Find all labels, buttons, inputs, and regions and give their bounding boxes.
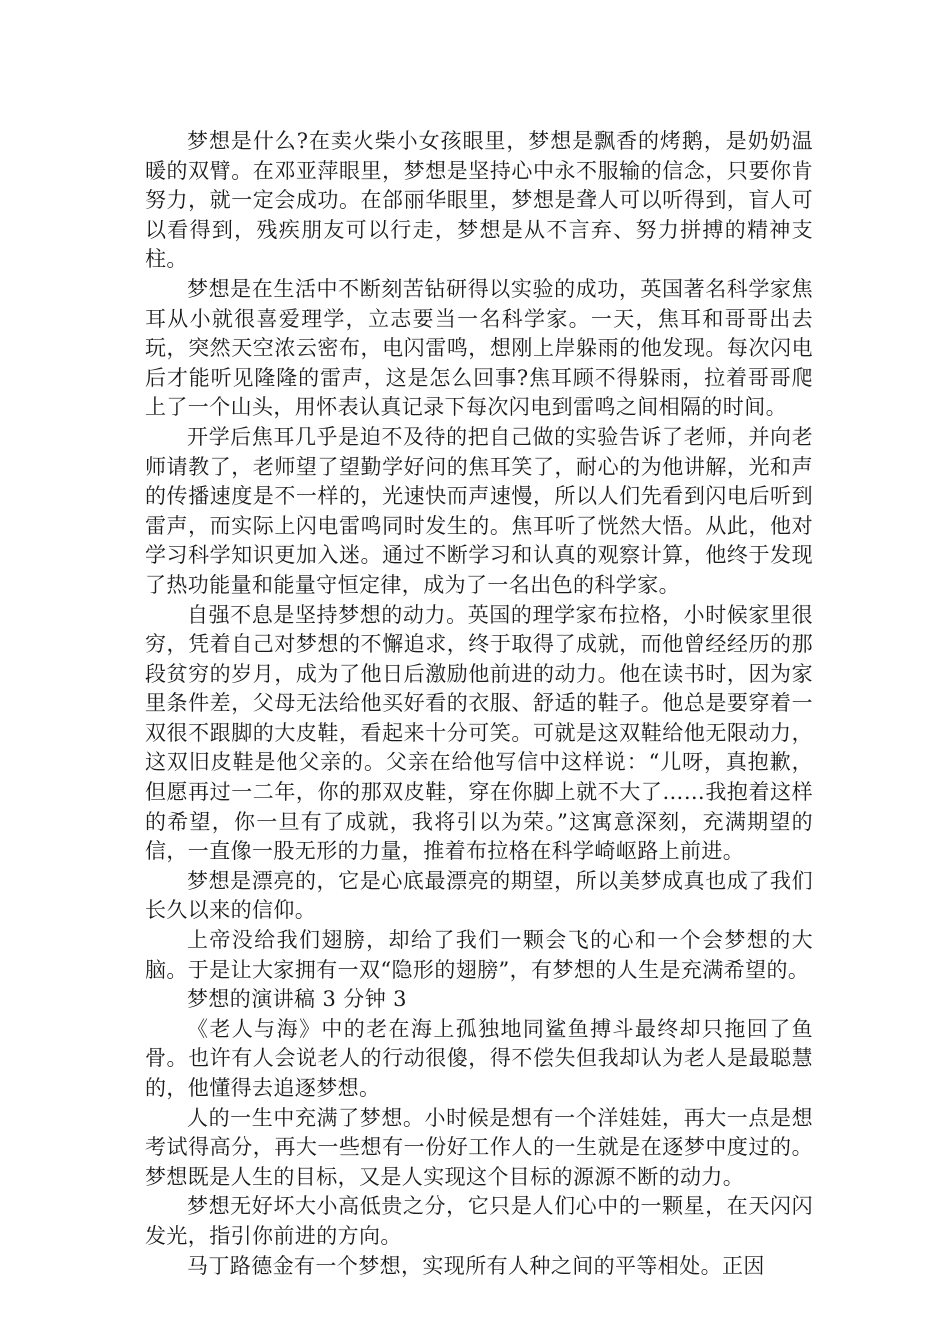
paragraph: 梦想是漂亮的，它是心底最漂亮的期望，所以美梦成真也成了我们长久以来的信仰。 <box>145 868 813 923</box>
paragraph: 自强不息是坚持梦想的动力。英国的理学家布拉格，小时候家里很穷，凭着自己对梦想的不懈追求，终于取得了成就，而他曾经经历的那段贫穷的岁月，成为了他日后激励他前进的动力。他在读书时，因为家里条件差，父母无法给他买好看的衣服、舒适的鞋子。他总是要穿着一双很不跟脚的大皮鞋，看起来十分可笑。可就是这双鞋给他无限动力，这双旧皮鞋是他父亲的。父亲在给他写信中这样说：“儿呀，真抱歉，但愿再过一二年，你的那双皮鞋，穿在你脚上就不大了……我抱着这样的希望，你一旦有了成就，我将引以为荣。”这寓意深刻，充满期望的信，一直像一股无形的力量，推着布拉格在科学崎岖路上前进。 <box>145 602 813 864</box>
document-body <box>145 127 813 1281</box>
section-heading: 梦想的演讲稿 3 分钟 3 <box>187 987 407 1012</box>
paragraph: 梦想无好坏大小高低贵之分，它只是人们心中的一颗星，在天闪闪发光，指引你前进的方向。 <box>145 1194 813 1248</box>
paragraph: 《老人与海》中的老在海上孤独地同鲨鱼搏斗最终却只拖回了鱼骨。也许有人会说老人的行动很傻，得不偿失但我却认为老人是最聪慧的，他懂得去追逐梦想。 <box>145 1016 813 1100</box>
paragraph: 梦想是什么?在卖火柴小女孩眼里，梦想是飘香的烤鹅，是奶奶温暖的双臂。在邓亚萍眼里，梦想是坚持心中永不服输的信念，只要你肯努力，就一定会成功。在郃丽华眼里，梦想是聋人可以听得到，盲人可以看得到，残疾朋友可以行走，梦想是从不言弃、努力拼搏的精神支柱。 <box>145 129 813 272</box>
paragraph: 马丁路德金有一个梦想，实现所有人种之间的平等相处。正因 <box>187 1253 765 1278</box>
paragraph: 梦想是在生活中不断刻苦钻研得以实验的成功，英国著名科学家焦耳从小就很喜爱理学，立志要当一名科学家。一天，焦耳和哥哥出去玩，突然天空浓云密布，电闪雷鸣，想刚上岸躲雨的他发现。每次闪电后才能听见隆隆的雷声，这是怎么回事?焦耳顾不得躲雨，拉着哥哥爬上了一个山头，用怀表认真记录下每次闪电到雷鸣之间相隔的时间。 <box>145 276 813 420</box>
paragraph: 人的一生中充满了梦想。小时候是想有一个洋娃娃，再大一点是想考试得高分，再大一些想有一份好工作人的一生就是在逐梦中度过的。梦想既是人生的目标，又是人实现这个目标的源源不断的动力。 <box>145 1105 813 1189</box>
paragraph: 开学后焦耳几乎是迫不及待的把自己做的实验告诉了老师，并向老师请教了，老师望了望勤学好问的焦耳笑了，耐心的为他讲解，光和声的传播速度是不一样的，光速快而声速慢，所以人们先看到闪电后听到雷声，而实际上闪电雷鸣同时发生的。焦耳听了恍然大悟。从此，他对学习科学知识更加入迷。通过不断学习和认真的观察计算，他终于发现了热功能量和能量守恒定律，成为了一名出色的科学家。 <box>145 424 813 597</box>
paragraph: 上帝没给我们翅膀，却给了我们一颗会飞的心和一个会梦想的大脑。于是让大家拥有一双“隐形的翅膀”，有梦想的人生是充满希望的。 <box>145 928 813 982</box>
